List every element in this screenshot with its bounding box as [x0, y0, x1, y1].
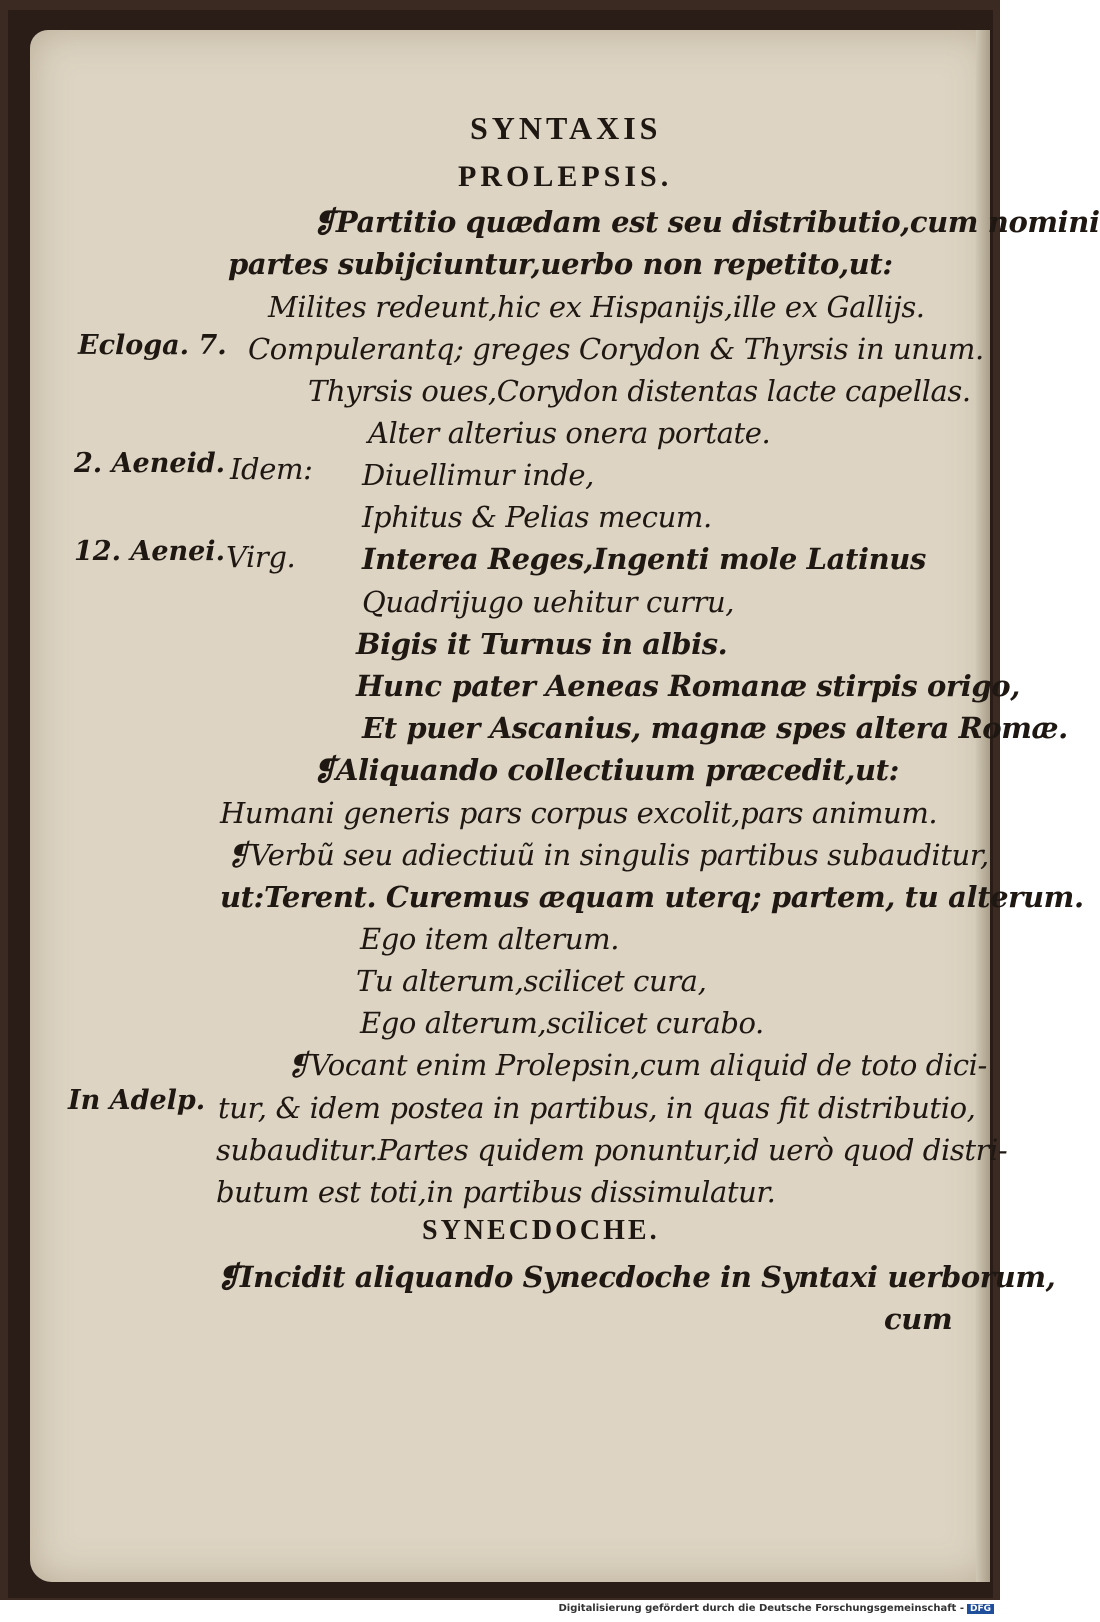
text-line: Humani generis pars corpus excolit,pars animum.	[220, 796, 938, 830]
text-line: Thyrsis oues,Corydon distentas lacte capellas.	[308, 374, 971, 408]
text-line: ❡Partitio quædam est seu distributio,cum nomini	[312, 205, 1100, 239]
text-line: ❡Aliquando collectiuum præcedit,ut:	[312, 753, 899, 787]
credit-text: Digitalisierung gefördert durch die Deutsche Forschungsgemeinschaft -	[558, 1603, 964, 1614]
inline-ref-virg: Virg.	[226, 540, 296, 574]
margin-note-aeneid-2: 2. Aeneid.	[74, 448, 226, 479]
text-line: Compulerantq; greges Corydon & Thyrsis in unum.	[248, 332, 984, 366]
text-line: ut:Terent. Curemus æquam uterq; partem, tu alterum.	[220, 880, 1084, 914]
text-line: Iphitus & Pelias mecum.	[362, 500, 712, 534]
text-line: Tu alterum,scilicet cura,	[356, 964, 707, 998]
text-line: Ego item alterum.	[360, 922, 620, 956]
page-gutter	[976, 30, 990, 1582]
text-line: Ego alterum,scilicet curabo.	[360, 1006, 764, 1040]
text-line: Interea Reges,Ingenti mole Latinus	[362, 542, 926, 576]
digitization-credit	[558, 1603, 994, 1614]
section-heading-synecdoche: SYNECDOCHE.	[422, 1215, 660, 1246]
running-title: SYNTAXIS	[470, 110, 662, 146]
text-line: tur, & idem postea in partibus, in quas fit distributio,	[218, 1091, 976, 1125]
text-line: Milites redeunt,hic ex Hispanijs,ille ex Gallijs.	[268, 290, 925, 324]
section-heading-prolepsis: PROLEPSIS.	[458, 160, 673, 193]
text-line: Bigis it Turnus in albis.	[356, 627, 728, 661]
text-line: Et puer Ascanius, magnæ spes altera Romæ.	[362, 711, 1068, 745]
dfg-logo: DFG	[967, 1604, 994, 1614]
text-line: cum	[884, 1302, 953, 1336]
text-line: butum est toti,in partibus dissimulatur.	[216, 1175, 776, 1209]
margin-note-aeneid-12: 12. Aenei.	[74, 536, 225, 567]
text-line: Alter alterius onera portate.	[368, 416, 771, 450]
text-line: Hunc pater Aeneas Romanæ stirpis origo,	[356, 669, 1020, 703]
text-line: ❡Verbũ seu adiectiuũ in singulis partibus subauditur,	[226, 838, 989, 872]
text-line: ❡Vocant enim Prolepsin,cum aliquid de toto dici-	[286, 1048, 987, 1082]
text-line: ❡Incidit aliquando Synecdoche in Syntaxi uerborum,	[216, 1260, 1056, 1294]
text-line: Diuellimur inde,	[362, 458, 594, 492]
inline-ref-idem: Idem:	[230, 452, 313, 486]
book-page	[30, 30, 1100, 1582]
text-line: Quadrijugo uehitur curru,	[362, 585, 735, 619]
text-line: subauditur.Partes quidem ponuntur,id uerò quod distri-	[216, 1133, 1008, 1167]
text-line: partes subijciuntur,uerbo non repetito,ut:	[228, 247, 893, 281]
margin-note-adelphi: In Adelp.	[68, 1085, 206, 1116]
margin-note-ecloga: Ecloga. 7.	[78, 330, 227, 361]
